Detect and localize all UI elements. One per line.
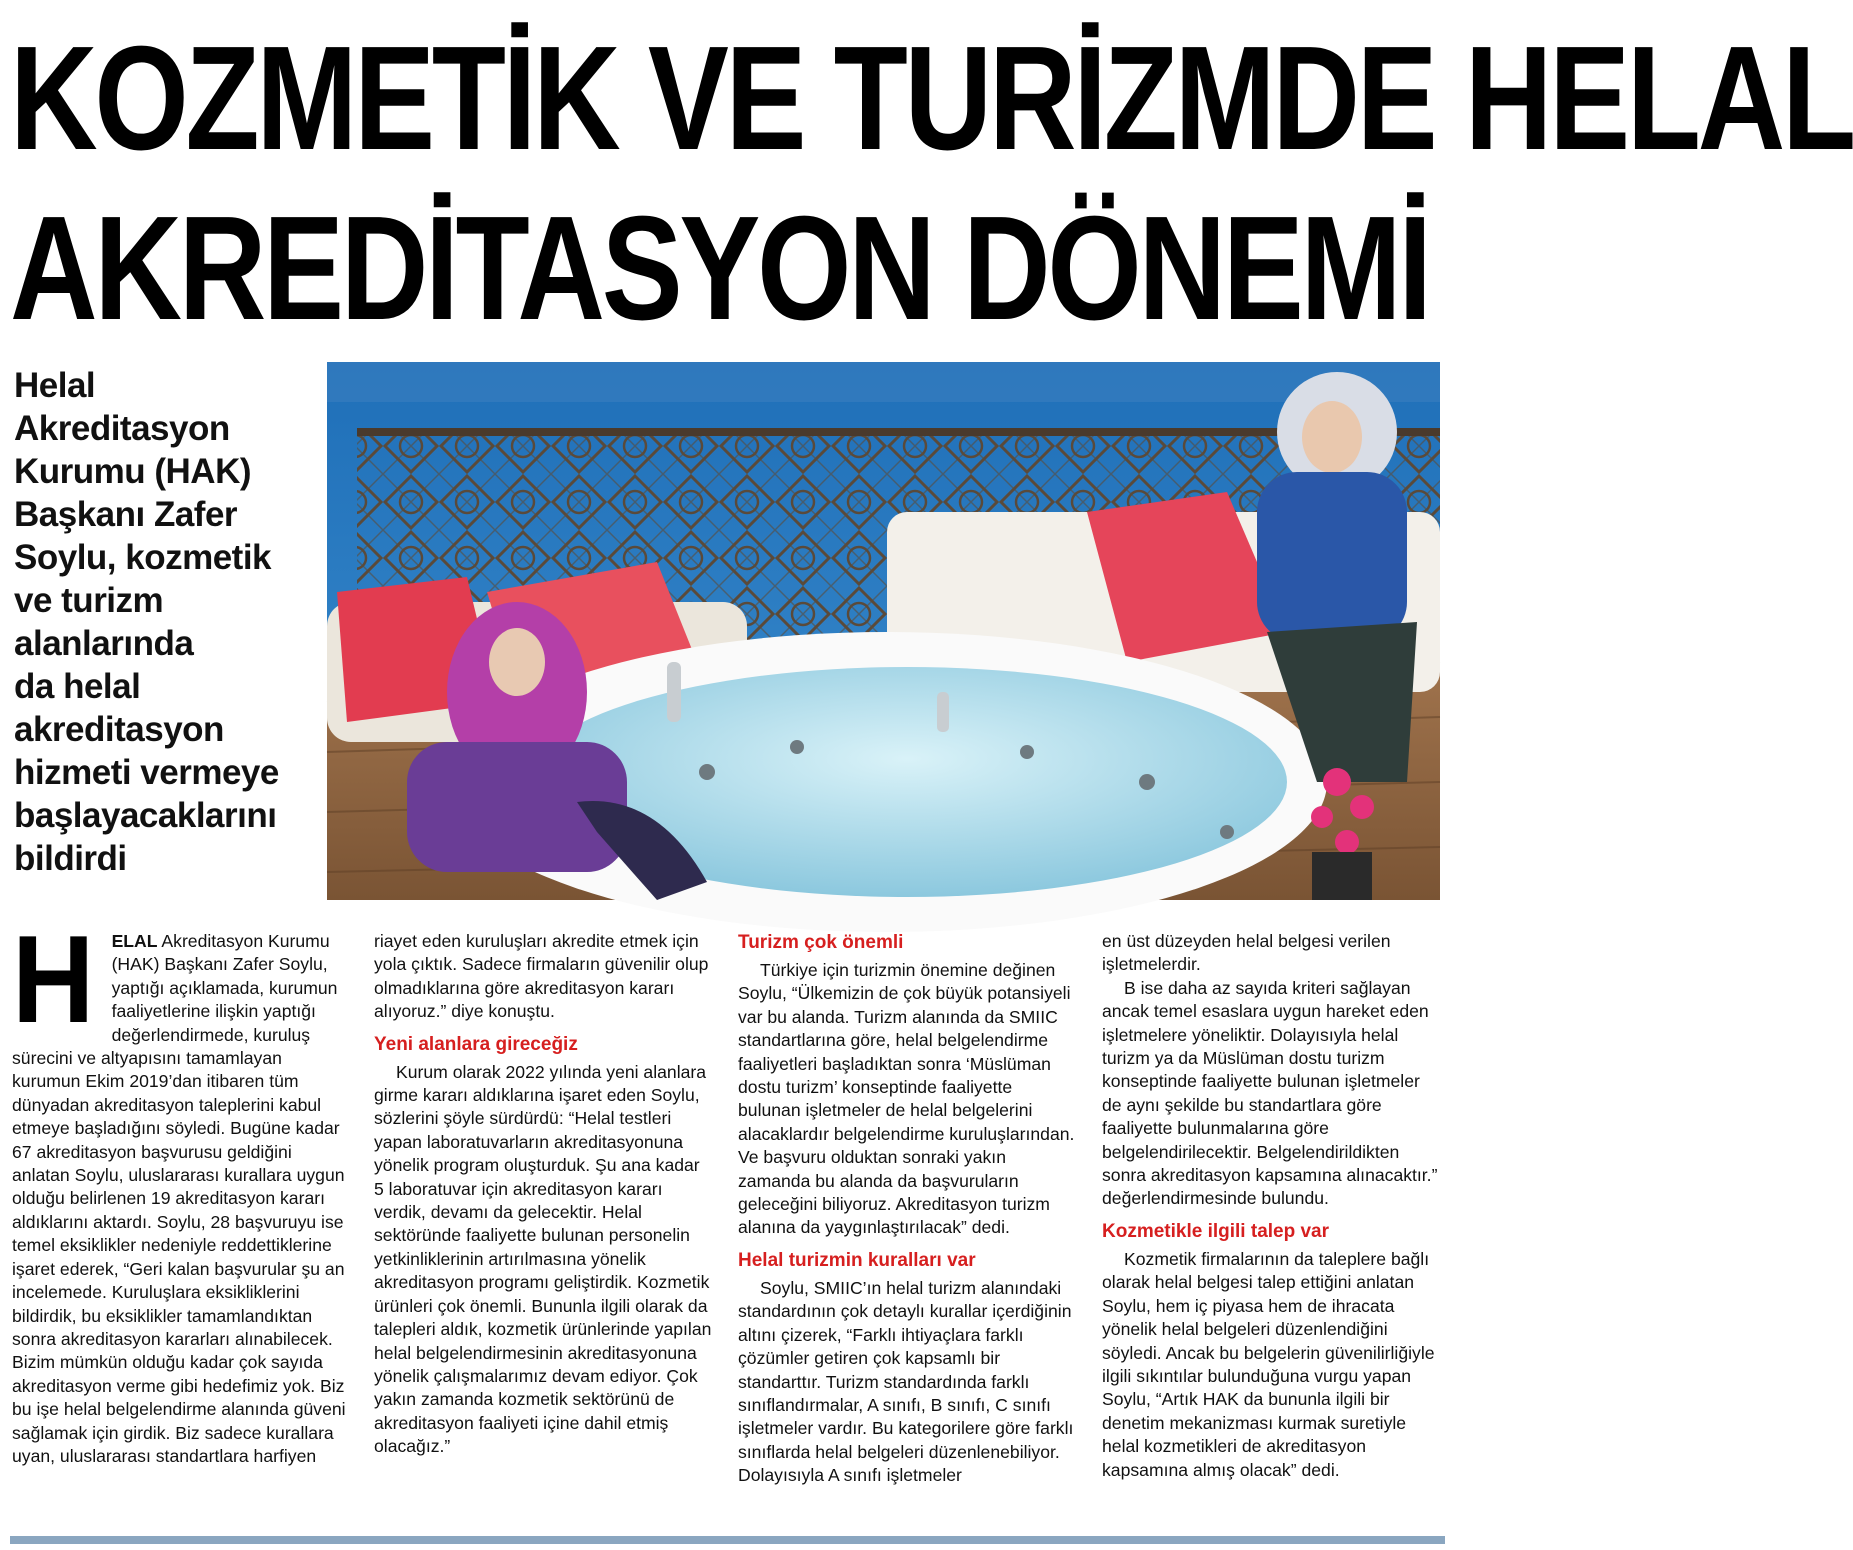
column-4-paragraph: B ise daha az sayıda kriteri sağlayan ancak temel esaslara uygun hareket eden işletmelere yöneliktir. Dolayısıyla helal turizm ya da Müslüman dostu turizm konseptinde faaliyette bulunan işletmeler de aynı şekilde bu standartlara göre faaliyette bulunmalarına göre belgelendirilecektir. Belgelendirildikten sonra akreditasyon kapsamına alınacaktır.” değerlendirmesinde bulundu. xyxy=(1102,977,1438,1209)
column-1-text: Akreditasyon Kurumu (HAK) Başkanı Zafer Soylu, yaptığı açıklamada, kurumun faaliyetlerine ilişkin yaptığı değerlendirmede, kuruluş sürecini ve altyapısını tamamlayan kurumun Ekim 2019’dan itibaren tüm dünyadan akreditasyon taleplerini kabul etmeye başladığını söyledi. Bugüne kadar 67 akreditasyon başvurusu geldiğini anlatan Soylu, uluslararası kurallara uygun olduğu belirlenen 19 akreditasyon kararı aldıklarını aktardı. Soylu, 28 başvuruyu ise temel eksiklikler nedeniyle reddettiklerine işaret ederek, “Geri kalan başvurular şu an incelemede. Kuruluşlara eksikliklerini bildirdik, bu eksiklikler tamamlandıktan sonra akreditasyon kararları alınabilecek. Bizim mümkün olduğu kadar çok sayıda akreditasyon verme gibi hedefimiz yok. Biz bu işe helal belgelendirme alanında güveni sağlamak için girdik. Biz sadece kurallara uyan, uluslararası standartlara harfiyen xyxy=(12,931,346,1466)
tourism-text: Türkiye için turizmin önemine değinen Soylu, “Ülkemizin de çok büyük potansiyeli var bu alanda. Turizm alanında da SMIIC standartlarına göre, helal belgelendirme faaliyetleri başladıktan sonra ‘Müslüman dostu turizm’ konseptinde faaliyette bulunan işletmeler de helal belgelerini alacaklardır belgelendirme kuruluşlarından. Ve başvuru olduktan sonraki yakın zamanda bu alanda da başvuruların geleceğini biliyoruz. Akreditasyon turizm alanına da yaygınlaştırılacak” dedi. xyxy=(738,960,1075,1238)
headline xyxy=(10,14,1853,354)
lede-line: alanlarında xyxy=(14,624,194,663)
headline-line-2: AKREDİTASYON DÖNEMİ xyxy=(10,186,1429,351)
article-column-3 xyxy=(738,930,1076,1488)
subhead-tourism: Turizm çok önemli xyxy=(738,932,904,953)
subhead-new-areas: Yeni alanlara gireceğiz xyxy=(374,1033,578,1055)
subhead-cosmetics: Kozmetikle ilgili talep var xyxy=(1102,1220,1330,1242)
bottom-rule xyxy=(10,1536,1445,1544)
column-2-continuation: riayet eden kuruluşları akredite etmek için yola çıktık. Sadece firmaların güvenilir olup olmadıklarına göre akreditasyon kararı alıyoruz.” diye konuştu. xyxy=(374,931,709,1022)
rooftop-jacuzzi-illustration xyxy=(327,362,1440,900)
lede-line: da helal xyxy=(14,667,141,706)
lead-word: ELAL xyxy=(111,931,158,951)
column-4-continuation: en üst düzeyden helal belgesi verilen işletmelerdir. xyxy=(1102,931,1391,975)
new-areas-text: Kurum olarak 2022 yılında yeni alanlara girme kararı aldıklarına işaret eden Soylu, sözlerini şöyle sürdürdü: “Helal testleri yapan laboratuvarların akreditasyonuna yönelik program oluşturduk. Şu ana kadar 5 laboratuvar için akreditasyon kararı verdik, devamı da gelecektir. Helal sektöründe faaliyette bulunan personelin yetkinliklerinin artırılmasına yönelik akreditasyon programı geliştirdik. Kozmetik ürünleri çok önemli. Bununla ilgili olarak da talepleri aldık, kozmetik ürünlerinde yapılan helal belgelendirmesinin akreditasyonuna yönelik çalışmalarımız devam ediyor. Çok yakın zamanda kozmetik sektörünü de akreditasyon faaliyeti içine dahil etmiş olacağız.” xyxy=(374,1061,712,1457)
lede-line: Soylu, kozmetik xyxy=(14,538,272,577)
lede-line: ve turizm xyxy=(14,581,164,620)
lede-line: Kurumu (HAK) xyxy=(14,452,252,491)
article-photo xyxy=(327,362,1440,900)
lede-line: akreditasyon xyxy=(14,710,224,749)
halal-tourism-rules-text: Soylu, SMIIC’ın helal turizm alanındaki standardının çok detaylı kurallar içerdiğinin altını çizerek, “Farklı ihtiyaçlara farklı çözümler getiren çok kapsamlı bir standarttır. Turizm standardında farklı sınıflandırmalar, A sınıfı, B sınıfı, C sınıfı işletmeler vardır. Bu kategorilere göre farklı sınıflarda helal belgeleri düzenlenebiliyor. Dolayısıyla A sınıfı işletmeler xyxy=(738,1277,1074,1486)
lede xyxy=(14,364,314,880)
headline-line-1: KOZMETİK VE TURİZMDE HELAL xyxy=(10,16,1853,181)
lede-line: Akreditasyon xyxy=(14,409,230,448)
lede-line: hizmeti vermeye xyxy=(14,753,279,792)
lede-line: bildirdi xyxy=(14,839,127,878)
article-column-2 xyxy=(374,930,712,1459)
lede-line: Başkanı Zafer xyxy=(14,495,238,534)
lede-line: Helal xyxy=(14,366,96,405)
subhead-halal-tourism-rules: Helal turizmin kuralları var xyxy=(738,1249,976,1271)
cosmetics-text: Kozmetik firmalarının da taleplere bağlı olarak helal belgesi talep ettiğini anlatan Soylu, hem iç piyasa hem de ihracata yönelik helal belgeleri düzenlendiğini söyledi. Ancak bu belgelerin güvenilirliğiyle ilgili sıkıntılar bulunduğuna vurgu yapan Soylu, “Artık HAK da bununla ilgili bir denetim mekanizması kurmak suretiyle helal kozmetikleri de akreditasyon kapsamına almış olacak” dedi. xyxy=(1102,1248,1435,1480)
article-column-4 xyxy=(1102,930,1440,1482)
lede-line: başlayacaklarını xyxy=(14,796,277,835)
article-body xyxy=(0,911,1465,1530)
article-column-1 xyxy=(12,911,348,1468)
drop-cap: H xyxy=(12,911,95,1049)
